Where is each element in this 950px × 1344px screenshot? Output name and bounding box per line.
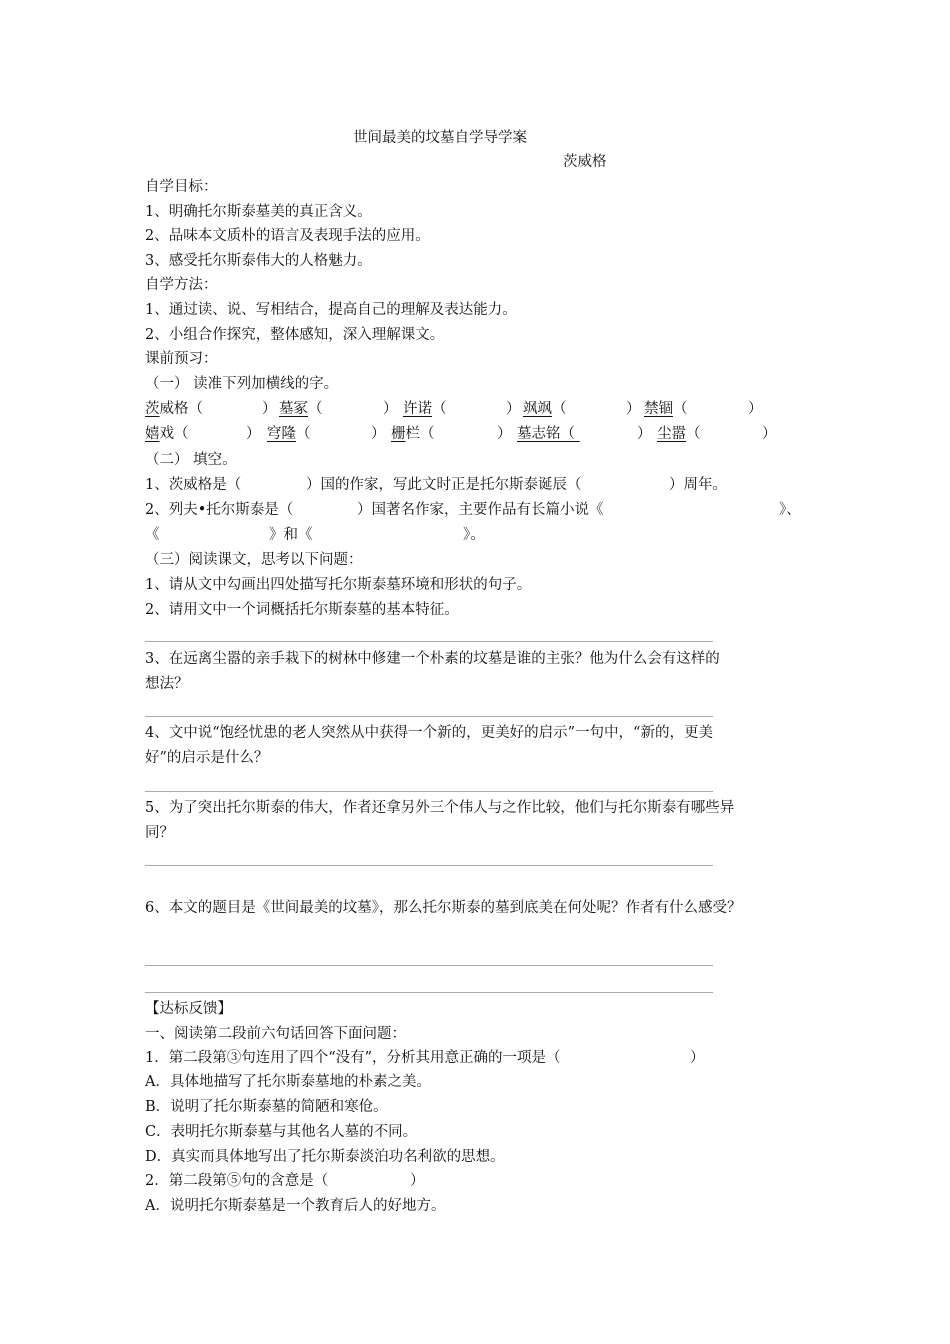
- question: 3、在远离尘嚣的亲手栽下的树林中修建一个朴素的坟墓是谁的主张？他为什么会有这样的: [145, 651, 720, 667]
- question: 5、为了突出托尔斯泰的伟大，作者还拿另外三个伟人与之作比较，他们与托尔斯泰有哪些异: [145, 800, 735, 816]
- pinyin-paren-close: ）: [637, 426, 652, 442]
- fill-text: 2、列夫•托尔斯泰是（: [145, 502, 294, 518]
- mc-stem-text: 1．第二段第③句连用了四个“没有”，分析其用意正确的一项是（: [145, 1050, 561, 1066]
- methods-heading: 自学方法：: [145, 277, 218, 293]
- question-cont: 好”的启示是什么？: [145, 750, 269, 766]
- pinyin-paren-open: （: [552, 401, 567, 417]
- question: 4、文中说“饱经忧患的老人突然从中获得一个新的，更美好的启示”一句中，“新的，更美: [145, 725, 713, 741]
- mc-stem-close: ）: [410, 1173, 425, 1189]
- pinyin-row: [145, 398, 845, 420]
- mc-option[interactable]: A．说明托尔斯泰墓是一个教育后人的好地方。: [145, 1198, 446, 1214]
- pinyin-paren-close: ）: [383, 401, 398, 417]
- document-title: 世间最美的坟墓自学导学案: [353, 130, 527, 146]
- pinyin-item: [267, 423, 311, 445]
- underlined-word: 许诺: [403, 401, 432, 417]
- pinyin-paren-open: （: [673, 401, 688, 417]
- pinyin-item: [657, 423, 701, 445]
- pinyin-item: [145, 423, 189, 445]
- pinyin-paren-close: ）: [626, 401, 641, 417]
- question-cont: 想法？: [145, 676, 189, 692]
- answer-line[interactable]: [145, 641, 713, 642]
- underlined-word: 尘嚣: [657, 426, 686, 442]
- mc-option[interactable]: B．说明了托尔斯泰墓的简陋和寒伧。: [145, 1099, 388, 1115]
- underlined-word: 栅: [391, 426, 406, 442]
- pinyin-paren-close: ）: [497, 426, 512, 442]
- underlined-word: 穹隆: [267, 426, 296, 442]
- fill-text: 1、茨威格是（: [145, 477, 242, 493]
- fill-blank-line: [145, 499, 845, 521]
- goals-heading: 自学目标：: [145, 179, 218, 195]
- pinyin-item: [391, 423, 435, 445]
- question-cont: 同？: [145, 825, 174, 841]
- pinyin-paren-close: ）: [262, 401, 277, 417]
- underlined-word: 嬉: [145, 426, 160, 442]
- question: 6、本文的题目是《世间最美的坟墓》，那么托尔斯泰的墓到底美在何处呢？作者有什么感受？: [145, 900, 742, 916]
- pinyin-item: [644, 398, 688, 420]
- pinyin-row: [145, 423, 845, 445]
- pinyin-paren-close: ）: [762, 426, 777, 442]
- goal-item: 1、明确托尔斯泰墓美的真正含义。: [145, 204, 372, 220]
- preview-heading: 课前预习：: [145, 351, 218, 367]
- section-heading: 一、阅读第二段前六句话回答下面问题：: [145, 1026, 406, 1042]
- fill-text: ）国的作家，写此文时正是托尔斯泰诞辰（: [306, 477, 582, 493]
- answer-line[interactable]: [145, 716, 713, 717]
- fill-text: 》、: [779, 502, 801, 518]
- underlined-word: 墓志铭: [517, 426, 561, 442]
- pinyin-paren-open: （: [560, 426, 575, 442]
- underline-gap: [575, 423, 635, 445]
- fill-text: ）周年。: [669, 477, 727, 493]
- underlined-word: 墓冢: [279, 401, 308, 417]
- fill-text: 《: [145, 527, 160, 543]
- underlined-word: 茨: [145, 401, 160, 417]
- pinyin-paren-close: ）: [748, 401, 763, 417]
- answer-line[interactable]: [145, 865, 713, 866]
- answer-line[interactable]: [145, 992, 713, 993]
- pinyin-item: [517, 423, 635, 445]
- pinyin-item: [279, 398, 323, 420]
- pinyin-item: [523, 398, 567, 420]
- pinyin-paren-open: （: [296, 426, 311, 442]
- mc-stem-text: 2．第二段第⑤句的含意是（: [145, 1173, 329, 1189]
- pinyin-item: [145, 398, 203, 420]
- fill-text: ）国著名作家，主要作品有长篇小说《: [357, 502, 604, 518]
- pinyin-item: [403, 398, 447, 420]
- part1-heading: （一） 读准下列加横线的字。: [145, 376, 339, 392]
- pinyin-paren-close: ）: [371, 426, 386, 442]
- feedback-heading: 【达标反馈】: [145, 1001, 232, 1017]
- pinyin-paren-open: 栏（: [405, 426, 435, 442]
- method-item: 2、小组合作探究，整体感知，深入理解课文。: [145, 327, 445, 343]
- method-item: 1、通过读、说、写相结合，提高自己的理解及表达能力。: [145, 302, 517, 318]
- answer-line[interactable]: [145, 965, 713, 966]
- pinyin-paren-close: ）: [506, 401, 521, 417]
- part3-heading: （三）阅读课文，思考以下问题：: [145, 552, 363, 568]
- underlined-word: 飒飒: [523, 401, 552, 417]
- pinyin-paren-close: ）: [246, 426, 261, 442]
- part2-heading: （二） 填空。: [145, 452, 237, 468]
- pinyin-paren-open: 威格（: [159, 401, 203, 417]
- mc-question-stem: [145, 1170, 845, 1192]
- author-name: 茨威格: [563, 154, 607, 170]
- answer-line[interactable]: [145, 791, 713, 792]
- fill-text: 》和《: [269, 527, 313, 543]
- underlined-word: 禁锢: [644, 401, 673, 417]
- goal-item: 3、感受托尔斯泰伟大的人格魅力。: [145, 253, 372, 269]
- pinyin-paren-open: （: [308, 401, 323, 417]
- mc-option[interactable]: A．具体地描写了托尔斯泰墓地的朴素之美。: [145, 1074, 431, 1090]
- fill-blank-line: [145, 524, 845, 546]
- pinyin-paren-open: 戏（: [159, 426, 189, 442]
- mc-option[interactable]: D．真实而具体地写出了托尔斯泰淡泊功名利欲的思想。: [145, 1149, 505, 1165]
- question: 1、请从文中勾画出四处描写托尔斯泰墓环境和形状的句子。: [145, 577, 532, 593]
- fill-blank-line: [145, 474, 845, 496]
- pinyin-paren-open: （: [432, 401, 447, 417]
- mc-question-stem: [145, 1047, 845, 1069]
- goal-item: 2、品味本文质朴的语言及表现手法的应用。: [145, 228, 430, 244]
- mc-stem-close: ）: [690, 1050, 705, 1066]
- pinyin-paren-open: （: [686, 426, 701, 442]
- mc-option[interactable]: C．表明托尔斯泰墓与其他名人墓的不同。: [145, 1124, 418, 1140]
- question: 2、请用文中一个词概括托尔斯泰墓的基本特征。: [145, 602, 459, 618]
- fill-text: 》。: [463, 527, 485, 543]
